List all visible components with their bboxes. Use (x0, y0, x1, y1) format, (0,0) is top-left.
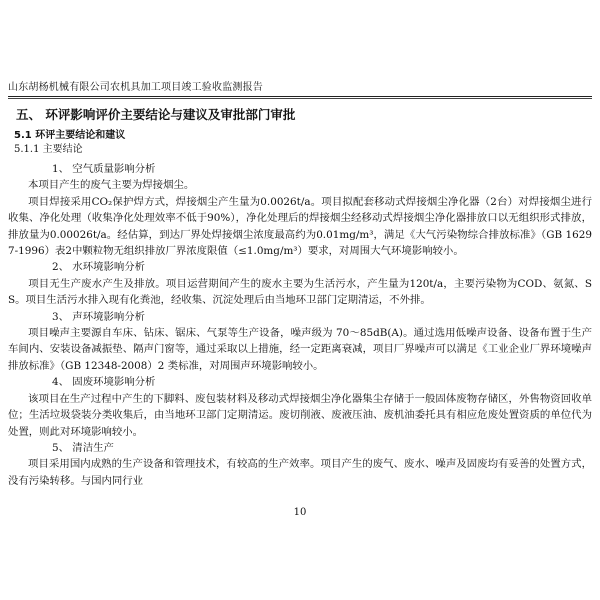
item-heading-noise: 3、 声环境影响分析 (52, 310, 146, 323)
section-title: 五、 环评影响评价主要结论与建议及审批部门审批 (16, 107, 296, 122)
header-rule-secondary (8, 98, 592, 99)
paragraph: 项目噪声主要源自车床、钻床、锯床、气泵等生产设备，噪声级为 70～85dB(A)。通过选用低噪声设备、设备布置于生产车间内、安装设备减振垫、隔声门窗等，通过采取以上措施，经一定距离衰减，项目厂界噪声可以满足《工业企业厂界环境噪声排放标准》（GB 12348-2008）2 类标准，对周围声环境影响较小。 (8, 327, 592, 372)
page-content (8, 104, 592, 489)
item-heading-water: 2、 水环境影响分析 (52, 261, 146, 274)
header-rule (8, 96, 592, 97)
paragraph: 该项目在生产过程中产生的下脚料、废包装材料及移动式焊接烟尘净化器集尘存储于一般固体废物存储区，外售物资回收单位；生活垃圾袋装分类收集后，由当地环卫部门定期清运。废切削液、废液压油、废机油委托具有相应危废处置资质的单位代为处置，则此对环境影响较小。 (8, 392, 592, 438)
page-number: 10 (293, 507, 307, 518)
item-heading-air: 1、 空气质量影响分析 (52, 163, 156, 175)
paragraph: 项目无生产废水产生及排放。项目运营期间产生的废水主要为生活污水，产生量为120t/a，主要污染物为COD、氨氮、SS。项目生活污水排入现有化粪池，经收集、沉淀处理后由当地环卫部门定期清运，不外排。 (8, 277, 592, 307)
paragraph: 项目焊接采用CO₂保护焊方式，焊接烟尘产生量为0.0026t/a。项目拟配套移动式焊接烟尘净化器（2台）对焊接烟尘进行收集、净化处理（收集净化处理效率不低于90%），净化处理后的焊接烟尘经移动式焊接烟尘净化器排放口以无组织形式排放，排放量为0.00026t/a。经估算，到达厂界处焊接烟尘浓度最高约为0.01mg/m³，满足《大气污染物综合排放标准》（GB 16297-1996）表2中颗粒物无组织排放厂界浓度限值（≤1.0mg/m³）要求，对周围大气环境影响较小。 (8, 195, 592, 258)
subsubsection-title: 5.1.1 主要结论 (14, 144, 83, 155)
paragraph: 项目采用国内成熟的生产设备和管理技术，有较高的生产效率。项目产生的废气、废水、噪声及固废均有妥善的处置方式，没有污染转移。与国内同行业 (8, 458, 592, 487)
item-heading-clean-production: 5、 清洁生产 (52, 441, 114, 454)
item-heading-solid-waste: 4、 固废环境影响分析 (52, 376, 156, 389)
report-header: 山东胡杨机械有限公司农机具加工项目竣工验收监测报告 (8, 82, 263, 93)
paragraph: 本项目产生的废气主要为焊接烟尘。 (28, 179, 195, 192)
subsection-title: 5.1 环评主要结论和建议 (14, 130, 126, 141)
